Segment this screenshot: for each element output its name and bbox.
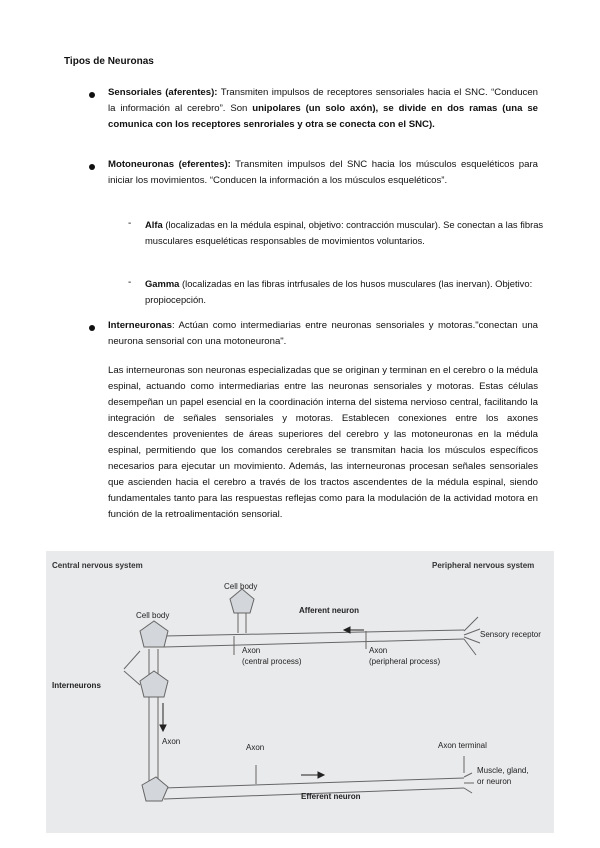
- dash: -: [128, 218, 132, 229]
- neuron-diagram: [46, 551, 554, 833]
- sensory-receptor-label: Sensory receptor: [480, 630, 541, 639]
- interneuron-cell-body-1: [140, 621, 168, 647]
- axon-left-label: Axon: [162, 737, 181, 746]
- page-title: Tipos de Neuronas: [64, 56, 154, 67]
- interneurons-label: Interneurons: [52, 681, 101, 690]
- axon-terminal-branches: [464, 773, 474, 793]
- axon-central-sub-label: (central process): [242, 657, 302, 666]
- axon-central-label: Axon: [242, 646, 261, 655]
- interneuronas-paragraph: Las interneuronas son neuronas especializadas que se originan y terminan en el cerebro o la médula espinal, actuando como intermediarias entre las neuronas sensoriales y motoras. Estas células desempeñan un papel esencial en la coordinación interna del sistema nervioso central, facilitando la integración de señales sensoriales y motoras. Establecen conexiones entre los axones descendentes provenientes de áreas superiores del cerebro y las motoneuronas en la médula espinal, permitiendo que los comandos cerebrales se transmitan hacia los músculos específicos necesarios para ejecutar un movimiento. Además, las interneuronas procesan señales sensoriales que ascienden hacia el cerebro a través de los tractos ascendentes de la médula espinal, siendo fundamentales tanto para las respuestas reflejas como para la modulación de la actividad motora en función de la retroalimentación sensorial.: [108, 365, 538, 520]
- pns-label: Peripheral nervous system: [432, 561, 535, 570]
- cns-label: Central nervous system: [52, 561, 143, 570]
- interneuronas-text: : Actúan como intermediarias entre neuronas sensoriales y motoras."conectan una neurona sensorial con una motoneurona".: [108, 320, 538, 347]
- motoneuronas-term: Motoneuronas (eferentes):: [108, 159, 231, 170]
- gamma-term: Gamma: [145, 278, 180, 289]
- cell-body-top-label: Cell body: [224, 582, 258, 591]
- pointer-interneuron-2: [124, 671, 140, 685]
- interneuron-cell-body-2: [140, 671, 168, 697]
- interneuronas-term: Interneuronas: [108, 320, 172, 331]
- motoneuronas-item: [108, 157, 538, 189]
- alfa-text: (localizadas en la médula espinal, objetivo: contracción muscular). Se conectan a las fibras musculares esqueléticas responsables de movimientos voluntarios.: [145, 219, 544, 246]
- alfa-item: [145, 217, 560, 248]
- pointer-interneuron-1: [124, 651, 140, 669]
- gamma-text: (localizadas en las fibras intrfusales de los husos musculares (las inervan). Objetivo: propiocepción.: [145, 278, 533, 305]
- interneuronas-item: [108, 318, 538, 350]
- target-label-1: Muscle, gland,: [477, 766, 529, 775]
- afferent-axon-upper: [164, 630, 464, 636]
- interneuron-arrowhead: [160, 725, 166, 731]
- afferent-axon-lower: [164, 639, 464, 647]
- gamma-item: [145, 276, 560, 307]
- axon-terminal-label: Axon terminal: [438, 741, 487, 750]
- efferent-axon-upper: [164, 778, 464, 788]
- dash: -: [128, 277, 132, 288]
- alfa-term: Alfa: [145, 219, 163, 230]
- bullet-dot: [89, 325, 95, 331]
- target-label-2: or neuron: [477, 777, 512, 786]
- efferent-neuron-label: Efferent neuron: [301, 792, 361, 801]
- sensory-receptor-branches: [464, 617, 480, 655]
- neuron-diagram-svg: [46, 551, 554, 833]
- motoneuronas-text: Transmiten impulsos del SNC hacia los músculos esqueléticos para iniciar los movimientos. “Conducen la información a los músculos esqueléticos”.: [108, 159, 539, 186]
- axon-bottom-label: Axon: [246, 743, 265, 752]
- sensoriales-term: Sensoriales (aferentes):: [108, 87, 218, 98]
- cell-body-left-label: Cell body: [136, 611, 170, 620]
- axon-peripheral-label: Axon: [369, 646, 388, 655]
- sensoriales-item: [108, 85, 538, 133]
- efferent-arrowhead: [318, 772, 324, 778]
- axon-peripheral-sub-label: (peripheral process): [369, 657, 441, 666]
- bullet-dot: [89, 164, 95, 170]
- sensoriales-text: Transmiten impulsos de receptores sensoriales hacia el SNC. “Conducen la información al cerebro”. Son: [108, 87, 539, 114]
- bullet-dot: [89, 92, 95, 98]
- afferent-neuron-label: Afferent neuron: [299, 606, 359, 615]
- sensoriales-bold: unipolares (un solo axón), se divide en dos ramas (una se comunica con los receptores senroriales y otra se conecta con el SNC).: [108, 103, 538, 130]
- afferent-cell-body: [230, 589, 254, 613]
- efferent-cell-body: [142, 777, 168, 801]
